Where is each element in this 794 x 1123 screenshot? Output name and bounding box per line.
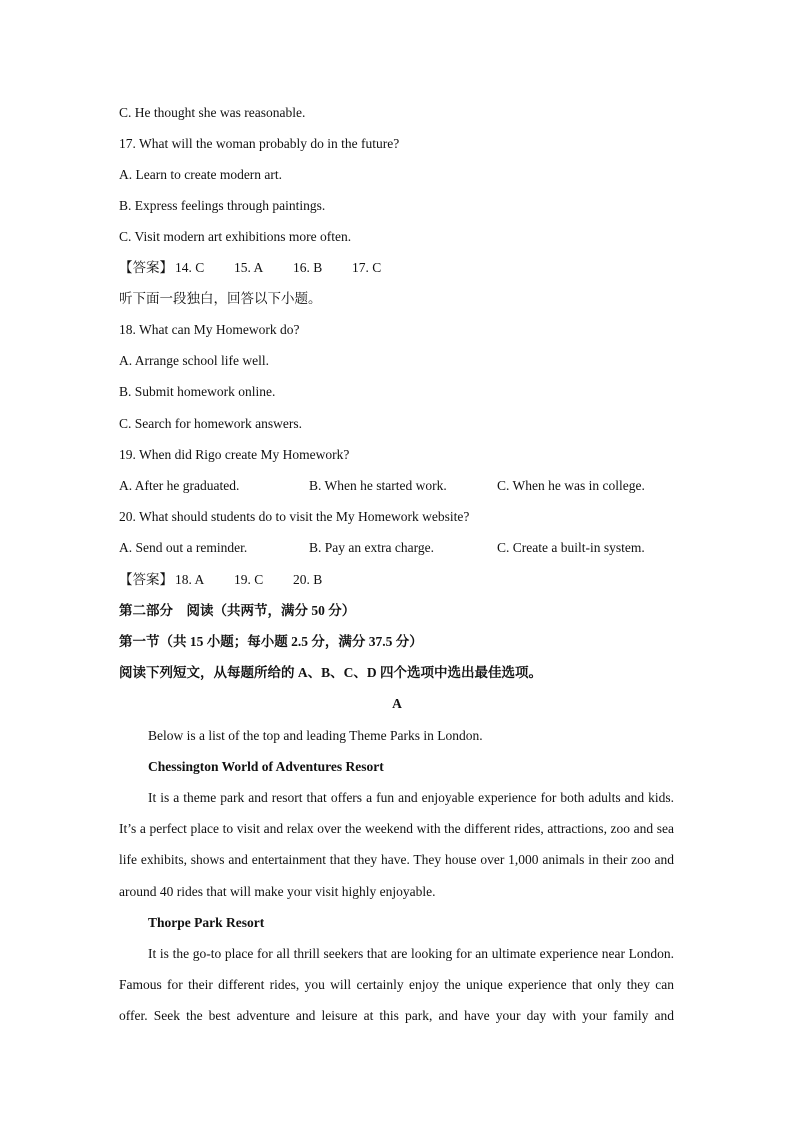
question-20: 20. What should students do to visit the My Homework website? [119, 509, 470, 524]
q20-option-a: A. Send out a reminder. [119, 540, 248, 555]
question-18: 18. What can My Homework do? [119, 322, 300, 337]
q17-option-a: A. Learn to create modern art. [119, 167, 283, 182]
park-2-description [119, 938, 674, 1032]
answer-item: 15. A [234, 260, 264, 275]
q18-option-b: B. Submit homework online. [119, 384, 276, 399]
question-19: 19. When did Rigo create My Homework? [119, 447, 350, 462]
q16-option-c: C. He thought she was reasonable. [119, 105, 306, 120]
answer-item: 18. A [175, 572, 205, 587]
q19-option-a: A. After he graduated. [119, 478, 240, 493]
answer-label: 【答案】 [119, 260, 173, 275]
reading-instruction: 阅读下列短文，从每题所给的 A、B、C、D 四个选项中选出最佳选项。 [119, 665, 543, 680]
q19-option-c: C. When he was in college. [497, 478, 645, 493]
part-2-heading: 第二部分 阅读（共两节，满分 50 分） [119, 603, 356, 618]
passage-label: A [392, 696, 402, 711]
park-1-title: Chessington World of Adventures Resort [148, 759, 384, 774]
park-1-text: It is a theme park and resort that offers a fun and enjoyable experience for both adults and kids. It’s a perfect place to visit and relax over the weekend with the different rides, attractions, zoo and sea life exhibits, shows and entertainment that they have. They house over 1,000 animals in their zoo and around 40 rides that will make your visit highly enjoyable. [119, 790, 674, 899]
q20-option-c: C. Create a built-in system. [497, 540, 645, 555]
answer-label: 【答案】 [119, 572, 173, 587]
q18-option-c: C. Search for homework answers. [119, 416, 302, 431]
answer-key-2 [119, 571, 322, 589]
q17-option-b: B. Express feelings through paintings. [119, 198, 326, 213]
answer-item: 14. C [175, 260, 205, 275]
q20-option-b: B. Pay an extra charge. [309, 540, 434, 555]
q17-option-c: C. Visit modern art exhibitions more often. [119, 229, 352, 244]
q19-option-b: B. When he started work. [309, 478, 447, 493]
question-17: 17. What will the woman probably do in the future? [119, 136, 400, 151]
section-1-heading: 第一节（共 15 小题；每小题 2.5 分，满分 37.5 分） [119, 634, 423, 649]
passage-intro: Below is a list of the top and leading Theme Parks in London. [148, 728, 483, 743]
answer-item: 20. B [293, 572, 323, 587]
answer-item: 17. C [352, 260, 382, 275]
answer-item: 16. B [293, 260, 323, 275]
q18-option-a: A. Arrange school life well. [119, 353, 269, 368]
park-2-text: It is the go-to place for all thrill seekers that are looking for an ultimate experience near London. Famous for their different rides, you will certainly enjoy the unique experience that only they can offer. Seek the best adventure and leisure at this park, and have your day with your family and [119, 946, 674, 1024]
answer-key-1 [119, 259, 381, 277]
park-1-description [119, 782, 674, 907]
park-2-title: Thorpe Park Resort [148, 915, 265, 930]
answer-item: 19. C [234, 572, 264, 587]
listening-instruction: 听下面一段独白，回答以下小题。 [119, 291, 322, 306]
